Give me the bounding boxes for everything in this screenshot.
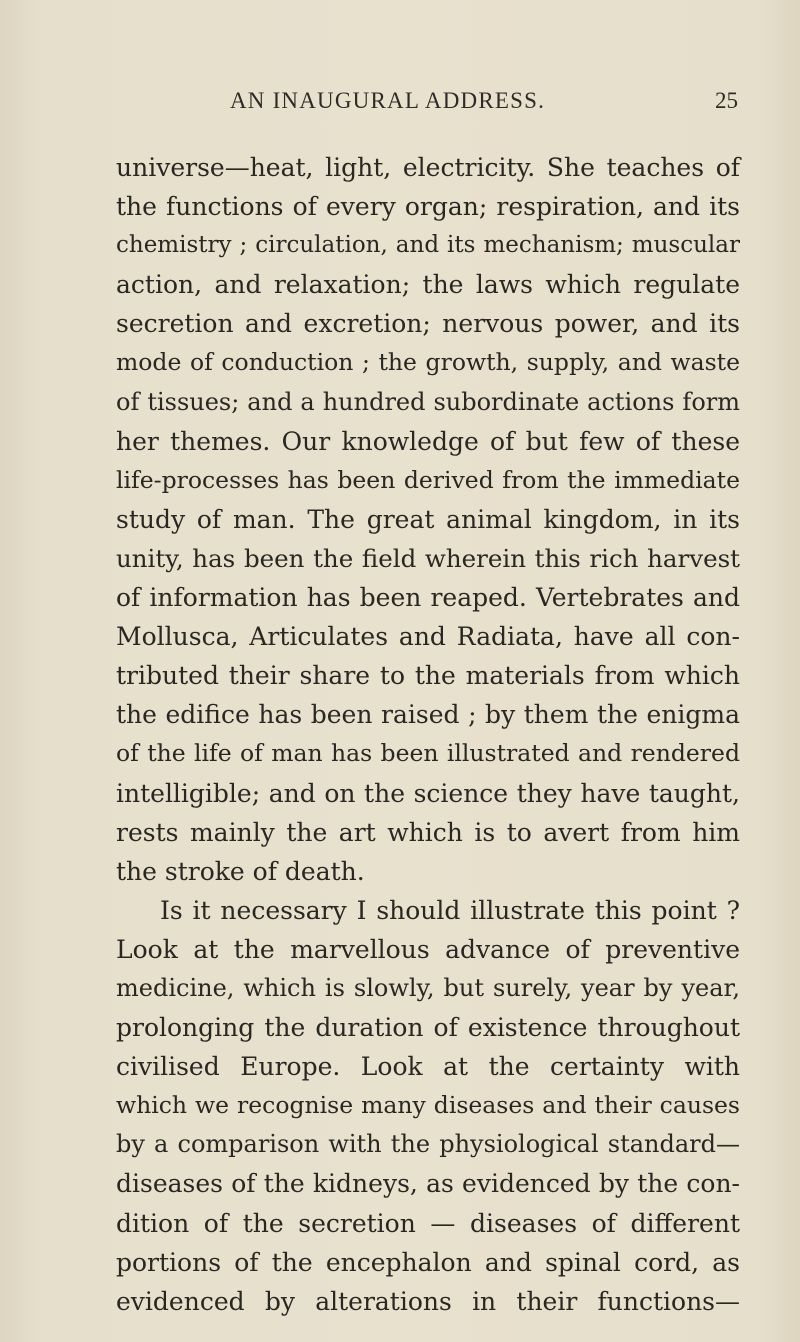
text-line: portions of the encephalon and spinal cord, as (116, 1247, 740, 1277)
text-line: the functions of every organ; respiration, and its (116, 192, 740, 222)
text-line: civilised Europe. Look at the certainty with (116, 1052, 740, 1082)
text-line: chemistry ; circulation, and its mechanism; muscular (116, 232, 740, 259)
text-line: medicine, which is slowly, but surely, year by year, (116, 973, 740, 1002)
running-head (118, 88, 738, 118)
text-line: unity, has been the field wherein this rich harvest (116, 543, 740, 573)
text-line: prolonging the duration of existence throughout (116, 1013, 740, 1043)
text-line: life-processes has been derived from the immediate (116, 465, 740, 494)
text-line: mode of conduction ; the growth, supply, and waste (116, 348, 740, 377)
text-line: Look at the marvellous advance of preventive (116, 934, 740, 964)
text-line: secretion and excretion; nervous power, and its (116, 309, 740, 339)
text-line: by a comparison with the physiological standard— (116, 1130, 740, 1159)
text-line: of tissues; and a hundred subordinate actions form (116, 387, 740, 416)
text-line: her themes. Our knowledge of but few of these (116, 426, 740, 456)
text-line: study of man. The great animal kingdom, in its (116, 504, 740, 534)
text-line: evidenced by alterations in their functions— (116, 1286, 740, 1316)
text-line: action, and relaxation; the laws which regulate (116, 270, 740, 300)
paragraph-first-line: Is it necessary I should illustrate this point ? (160, 895, 740, 925)
text-line: intelligible; and on the science they have taught, (116, 778, 740, 808)
text-line: diseases of the kidneys, as evidenced by the con- (116, 1169, 740, 1199)
text-line: universe—heat, light, electricity. She teaches of (116, 153, 740, 182)
body-text (116, 148, 740, 1321)
text-line: the edifice has been raised ; by them the enigma (116, 700, 740, 730)
paragraph-last-line: the stroke of death. (116, 856, 365, 886)
text-line: Mollusca, Articulates and Radiata, have all con- (116, 622, 740, 652)
text-line: of the life of man has been illustrated and rendered (116, 739, 740, 768)
text-line: which we recognise many diseases and their causes (116, 1091, 740, 1120)
page-number: 25 (715, 88, 738, 113)
text-line: tributed their share to the materials from which (116, 661, 740, 691)
text-line: dition of the secretion — diseases of different (116, 1208, 740, 1238)
text-line: rests mainly the art which is to avert from him (116, 817, 740, 847)
running-title: AN INAUGURAL ADDRESS. (230, 88, 546, 113)
text-line: of information has been reaped. Vertebrates and (116, 583, 740, 613)
